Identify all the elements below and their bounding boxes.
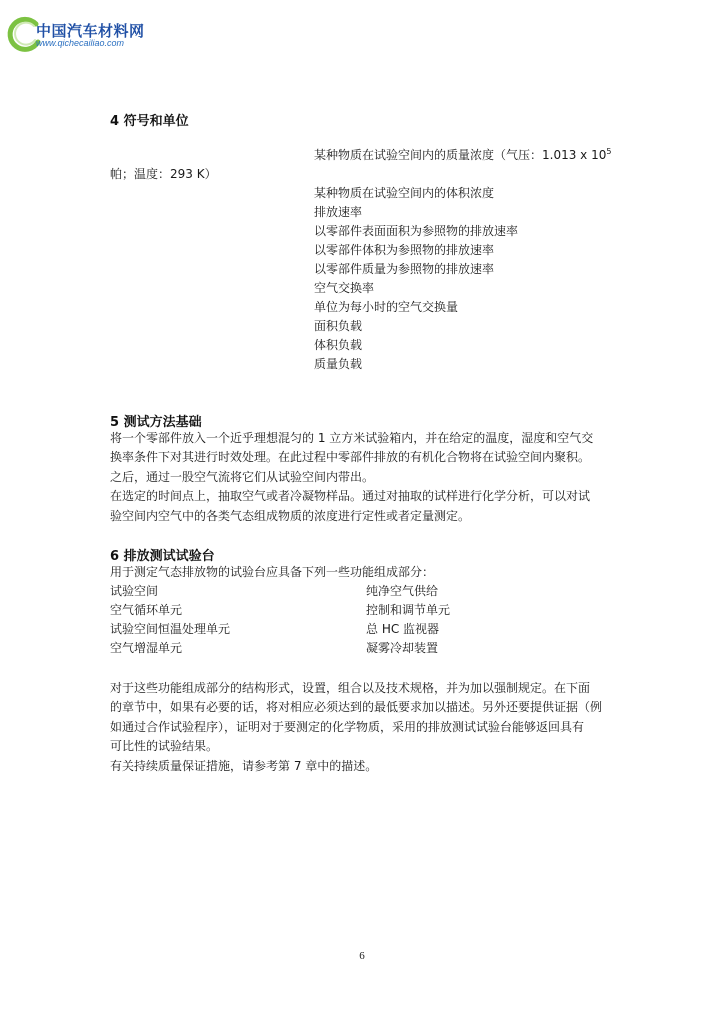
section6-paragraph — [110, 679, 620, 776]
section6-heading: 6 排放测试试验台 — [110, 549, 215, 564]
symbol-desc: 体积负载 — [314, 338, 363, 352]
symbol-desc: 以零部件体积为参照物的排放速率 — [314, 243, 495, 257]
paragraph-line: 的章节中，如果有必要的话，将对相应必须达到的最低要求加以描述。另外还要提供证据（例 — [110, 700, 603, 715]
component-right: 纯净空气供给 — [366, 584, 439, 598]
paragraph-line: 验空间内空气中的各类气态组成物质的浓度进行定性或者定量测定。 — [110, 508, 471, 523]
symbol-desc: 排放速率 — [314, 205, 363, 219]
symbol-desc: 单位为每小时的空气交换量 — [314, 300, 459, 314]
component-left: 空气循环单元 — [110, 603, 183, 617]
symbol-desc: 以零部件表面面积为参照物的排放速率 — [314, 224, 519, 238]
paragraph-line: 可比性的试验结果。 — [110, 739, 219, 754]
component-right: 控制和调节单元 — [366, 603, 451, 617]
paragraph-line: 换率条件下对其进行时效处理。在此过程中零部件排放的有机化合物将在试验空间内聚积。 — [110, 450, 591, 465]
paragraph-line: 对于这些功能组成部分的结构形式，设置，组合以及技术规格，并为加以强制规定。在下面 — [110, 681, 591, 695]
symbol-desc: 某种物质在试验空间内的体积浓度 — [314, 186, 495, 200]
component-left: 试验空间 — [110, 584, 159, 598]
symbol-desc: 以零部件质量为参照物的排放速率 — [314, 262, 495, 276]
paragraph-line: 之后，通过一股空气流将它们从试验空间内带出。 — [110, 469, 375, 484]
component-left: 空气增湿单元 — [110, 641, 183, 655]
symbol-desc-first-main: 某种物质在试验空间内的质量浓度（气压：1.013 x 10 — [314, 148, 607, 162]
symbol-desc-first-cont: 帕；温度：293 K） — [110, 167, 217, 181]
paragraph-line: 如通过合作试验程序），证明对于要测定的化学物质，采用的排放测试试验台能够返回具有 — [110, 719, 585, 734]
symbol-desc: 面积负载 — [314, 319, 363, 333]
logo-url[interactable]: www.qichecailiao.com — [36, 38, 125, 48]
section5-paragraph — [110, 429, 620, 526]
section6-intro: 用于测定气态排放物的试验台应具备下列一些功能组成部分： — [110, 565, 435, 579]
section5-heading: 5 测试方法基础 — [110, 415, 202, 430]
component-right: 总 HC 监视器 — [366, 622, 440, 636]
component-left: 试验空间恒温处理单元 — [110, 622, 231, 636]
symbol-desc-first — [314, 147, 611, 163]
symbol-desc: 空气交换率 — [314, 281, 375, 295]
page-number: 6 — [359, 950, 365, 962]
paragraph-line: 将一个零部件放入一个近乎理想混匀的 1 立方米试验箱内，并在给定的温度，湿度和空气交 — [110, 431, 594, 445]
exponent-sup: 5 — [606, 147, 612, 156]
symbol-desc: 质量负载 — [314, 357, 363, 371]
paragraph-line: 在选定的时间点上，抽取空气或者冷凝物样品。通过对抽取的试样进行化学分析，可以对试 — [110, 489, 591, 504]
section4-heading: 4 符号和单位 — [110, 114, 189, 129]
paragraph-line: 有关持续质量保证措施，请参考第 7 章中的描述。 — [110, 758, 378, 773]
component-right: 凝雾冷却装置 — [366, 641, 439, 655]
logo-text: 中国汽车材料网 — [36, 23, 145, 40]
